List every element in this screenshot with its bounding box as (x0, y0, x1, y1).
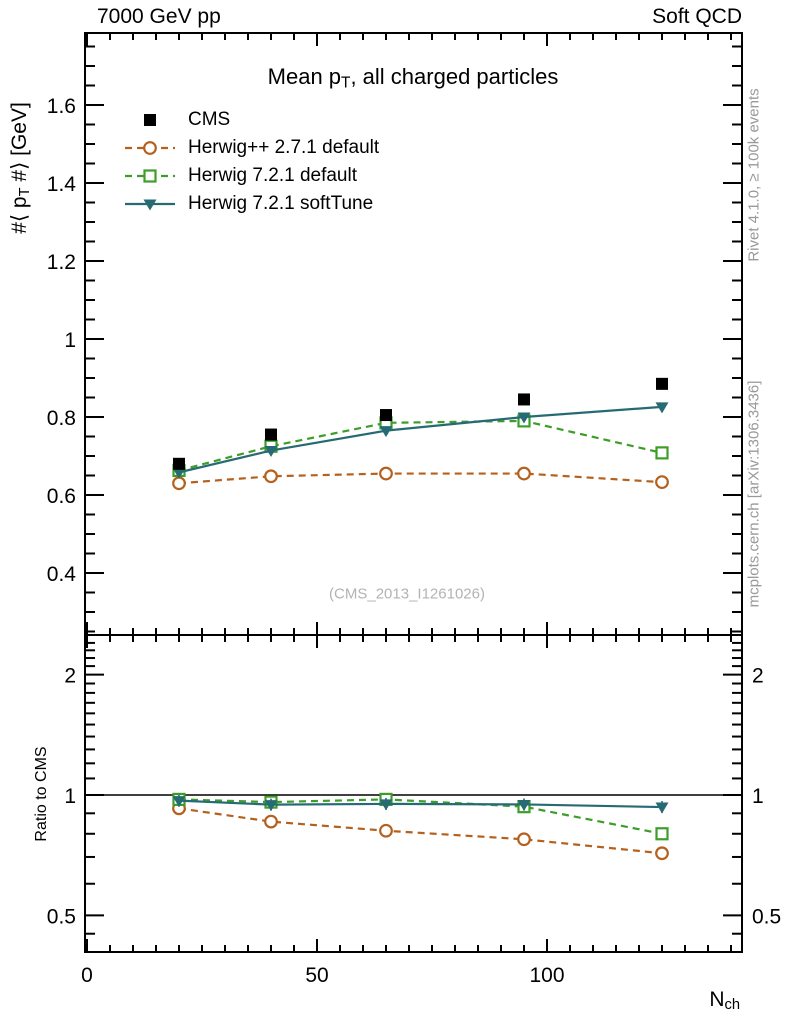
y-axis-label (7, 102, 33, 234)
y-axis-label-post: #⟩ [GeV] (7, 102, 31, 188)
x-axis-label (709, 988, 740, 1013)
plot-title-pre: Mean p (267, 64, 342, 89)
axis-tick-labels (47, 95, 781, 987)
svg-text:1.4: 1.4 (46, 173, 76, 196)
svg-text:0: 0 (81, 964, 93, 987)
y-axis-label-sub: T (17, 187, 34, 197)
legend-marker-triangle-down-filled (124, 195, 176, 213)
svg-text:1: 1 (64, 785, 76, 808)
legend-label: Herwig++ 2.7.1 default (188, 137, 380, 158)
svg-text:0.4: 0.4 (46, 563, 76, 586)
legend-label: CMS (188, 109, 231, 130)
legend-item (124, 134, 379, 162)
svg-text:100: 100 (529, 964, 565, 987)
legend-marker-circle-open (124, 139, 176, 157)
mcplots-credit-text: mcplots.cern.ch [arXiv:1306.3436] (745, 380, 763, 608)
legend-item (124, 190, 379, 218)
legend-item (124, 106, 379, 134)
x-axis-label-pre: N (709, 988, 725, 1011)
series-herwig-7-2-1-default (174, 415, 668, 839)
plot-title-post: , all charged particles (350, 64, 559, 89)
svg-text:2: 2 (752, 664, 764, 688)
series-herwig-7-2-1-softtune (173, 402, 669, 813)
svg-text:0.5: 0.5 (46, 905, 76, 929)
legend-label: Herwig 7.2.1 default (188, 165, 357, 186)
svg-text:0.8: 0.8 (46, 407, 76, 430)
svg-text:1.6: 1.6 (46, 95, 76, 118)
y-axis-label-pre: #⟨ p (7, 196, 31, 234)
svg-text:1: 1 (752, 785, 764, 808)
svg-text:50: 50 (305, 964, 329, 987)
svg-text:0.5: 0.5 (752, 905, 782, 929)
rivet-version-text: Rivet 4.1.0, ≥ 100k events (745, 88, 763, 262)
analysis-watermark: (CMS_2013_I1261026) (329, 585, 485, 603)
header-beam-energy: 7000 GeV pp (97, 5, 221, 28)
legend (124, 106, 379, 218)
svg-text:2: 2 (64, 664, 76, 688)
x-axis-label-sub: ch (724, 997, 740, 1014)
svg-text:1: 1 (64, 329, 76, 352)
svg-text:0.6: 0.6 (46, 485, 76, 508)
plot-title-sub: T (341, 74, 351, 92)
ratio-axis-label: Ratio to CMS (33, 746, 50, 842)
header-process-group: Soft QCD (652, 5, 742, 28)
legend-marker-square-filled (124, 111, 176, 129)
legend-marker-square-open (124, 167, 176, 185)
legend-label: Herwig 7.2.1 softTune (188, 193, 374, 214)
plot-title (268, 64, 559, 93)
legend-item (124, 162, 379, 190)
svg-text:1.2: 1.2 (46, 251, 76, 274)
